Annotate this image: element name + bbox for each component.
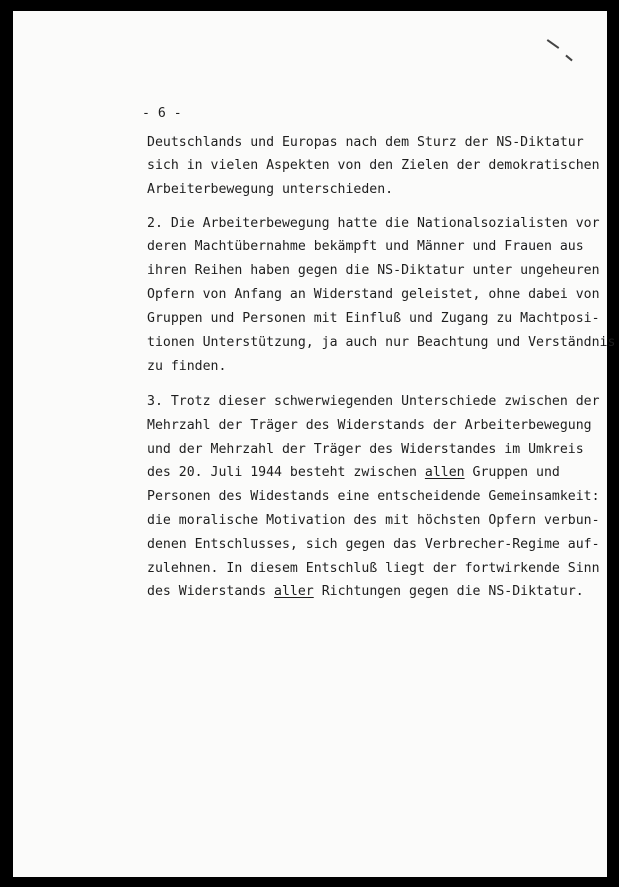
text-line: Opfern von Anfang an Widerstand geleistet, ohne dabei von [147, 287, 600, 302]
text-span: des Widerstands [147, 584, 275, 599]
text-line: tionen Unterstützung, ja auch nur Beachtung und Verständnis [147, 335, 616, 350]
text-line: sich in vielen Aspekten von den Zielen der demokratischen [147, 158, 600, 173]
text-line: Arbeiterbewegung unterschieden. [147, 182, 394, 197]
text-line: zu finden. [147, 359, 227, 374]
text-line: Gruppen und Personen mit Einfluß und Zugang zu Machtposi- [147, 311, 600, 326]
text-span: Gruppen und [464, 465, 560, 480]
text-line [147, 466, 560, 479]
text-line: deren Machtübernahme bekämpft und Männer und Frauen aus [147, 239, 584, 254]
text-line: ihren Reihen haben gegen die NS-Diktatur unter ungeheuren [147, 263, 600, 278]
text-line: und der Mehrzahl der Träger des Widerstandes im Umkreis [147, 442, 584, 457]
text-span: des 20. Juli 1944 besteht zwischen [147, 465, 425, 480]
text-line: Mehrzahl der Träger des Widerstands der Arbeiterbewegung [147, 418, 592, 433]
text-line: 2. Die Arbeiterbewegung hatte die Nationalsozialisten vor [147, 216, 600, 231]
text-line: Personen des Widestands eine entscheidende Gemeinsamkeit: [147, 489, 600, 504]
page-number: - 6 - [142, 106, 182, 121]
underlined-word: allen [424, 465, 465, 480]
text-line: die moralische Motivation des mit höchsten Opfern verbun- [147, 513, 600, 528]
underlined-word: aller [274, 584, 314, 599]
text-line: Deutschlands und Europas nach dem Sturz der NS-Diktatur [147, 135, 584, 150]
text-line: zulehnen. In diesem Entschluß liegt der fortwirkende Sinn [147, 561, 600, 576]
text-span: Richtungen gegen die NS-Diktatur. [313, 584, 584, 599]
text-line: denen Entschlusses, sich gegen das Verbrecher-Regime auf- [147, 537, 600, 552]
text-line: 3. Trotz dieser schwerwiegenden Unterschiede zwischen der [147, 394, 600, 409]
text-line [147, 585, 584, 598]
